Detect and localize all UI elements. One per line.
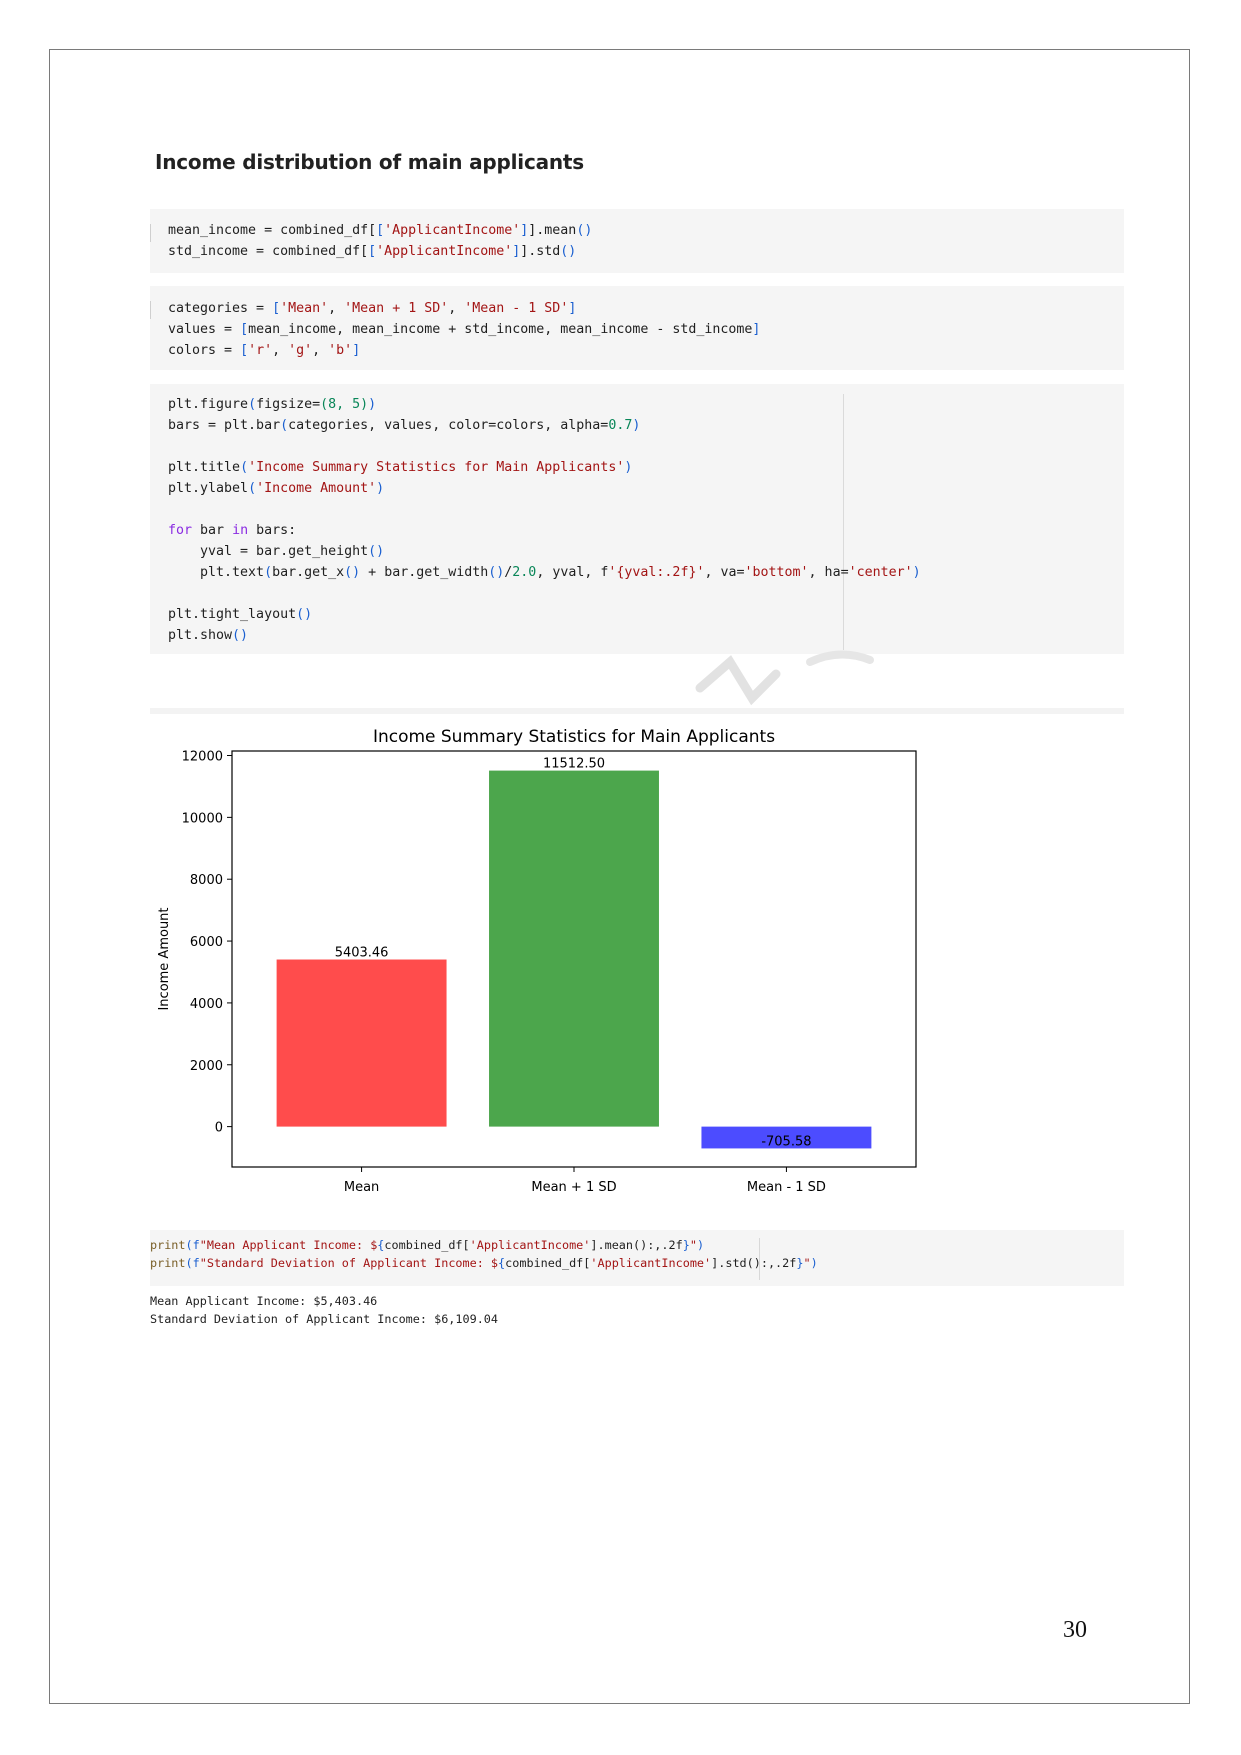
y-tick-label: 0 [214, 1120, 223, 1136]
code-text: print(f"Mean Applicant Income: ${combined_df['ApplicantIncome'].mean():,.2f}") print(f"Standard Deviation of Applicant Income: ${combined_df['ApplicantIncome'].std():,.2f}") [150, 1238, 818, 1270]
code-text: mean_income = combined_df[['ApplicantIncome']].mean() std_income = combined_df[['ApplicantIncome']].std() [168, 223, 593, 259]
bar-value-label: 5403.46 [334, 945, 389, 961]
bar-chart [150, 720, 930, 1210]
code-text: plt.figure(figsize=(8, 5)) bars = plt.bar(categories, values, color=colors, alpha=0.7) plt.title('Income Summary Statistics for Main Applicants') plt.ylabel('Income Amount') for bar in bars: yval = bar.get_height() plt.text(bar.get_x() + bar.get_width()/2.0, yval, f'{yval:.2f}', va='bottom', ha='center') plt.tight_layout() plt.show() [168, 397, 921, 643]
watermark-fragment [690, 640, 890, 710]
section-heading: Income distribution of main applicants [155, 150, 585, 174]
chart-title: Income Summary Statistics for Main Applicants [372, 727, 776, 747]
output-line-mean: Mean Applicant Income: $5,403.46 [150, 1294, 378, 1308]
code-cell-plot[interactable] [150, 384, 1124, 654]
y-tick-label: 8000 [189, 873, 223, 889]
code-text: categories = ['Mean', 'Mean + 1 SD', 'Mean - 1 SD'] values = [mean_income, mean_income + std_income, mean_income - std_income] colors = ['r', 'g', 'b'] [168, 301, 761, 358]
x-tick-label: Mean - 1 SD [746, 1180, 826, 1195]
output-separator [150, 708, 1124, 714]
bar-value-label: -705.58 [761, 1134, 812, 1150]
bar-1 [489, 771, 659, 1127]
page-number: 30 [1063, 1617, 1087, 1643]
code-cell-mean-std[interactable] [150, 209, 1124, 273]
bar-0 [277, 960, 447, 1127]
y-tick-label: 6000 [189, 935, 223, 951]
output-line-std: Standard Deviation of Applicant Income: $6,109.04 [150, 1312, 499, 1326]
code-cell-categories[interactable] [150, 286, 1124, 370]
print-output [150, 1292, 498, 1328]
cell-gutter-line [150, 224, 151, 242]
x-tick-label: Mean + 1 SD [531, 1180, 617, 1195]
y-tick-label: 2000 [189, 1058, 223, 1074]
cell-gutter-line [150, 301, 151, 319]
code-cell-print[interactable] [150, 1230, 1124, 1286]
x-tick-label: Mean [343, 1180, 380, 1195]
bar-value-label: 11512.50 [542, 756, 606, 772]
y-axis-label: Income Amount [157, 907, 172, 1011]
y-tick-label: 12000 [181, 749, 223, 765]
y-tick-label: 4000 [189, 996, 223, 1012]
y-tick-label: 10000 [181, 811, 223, 827]
